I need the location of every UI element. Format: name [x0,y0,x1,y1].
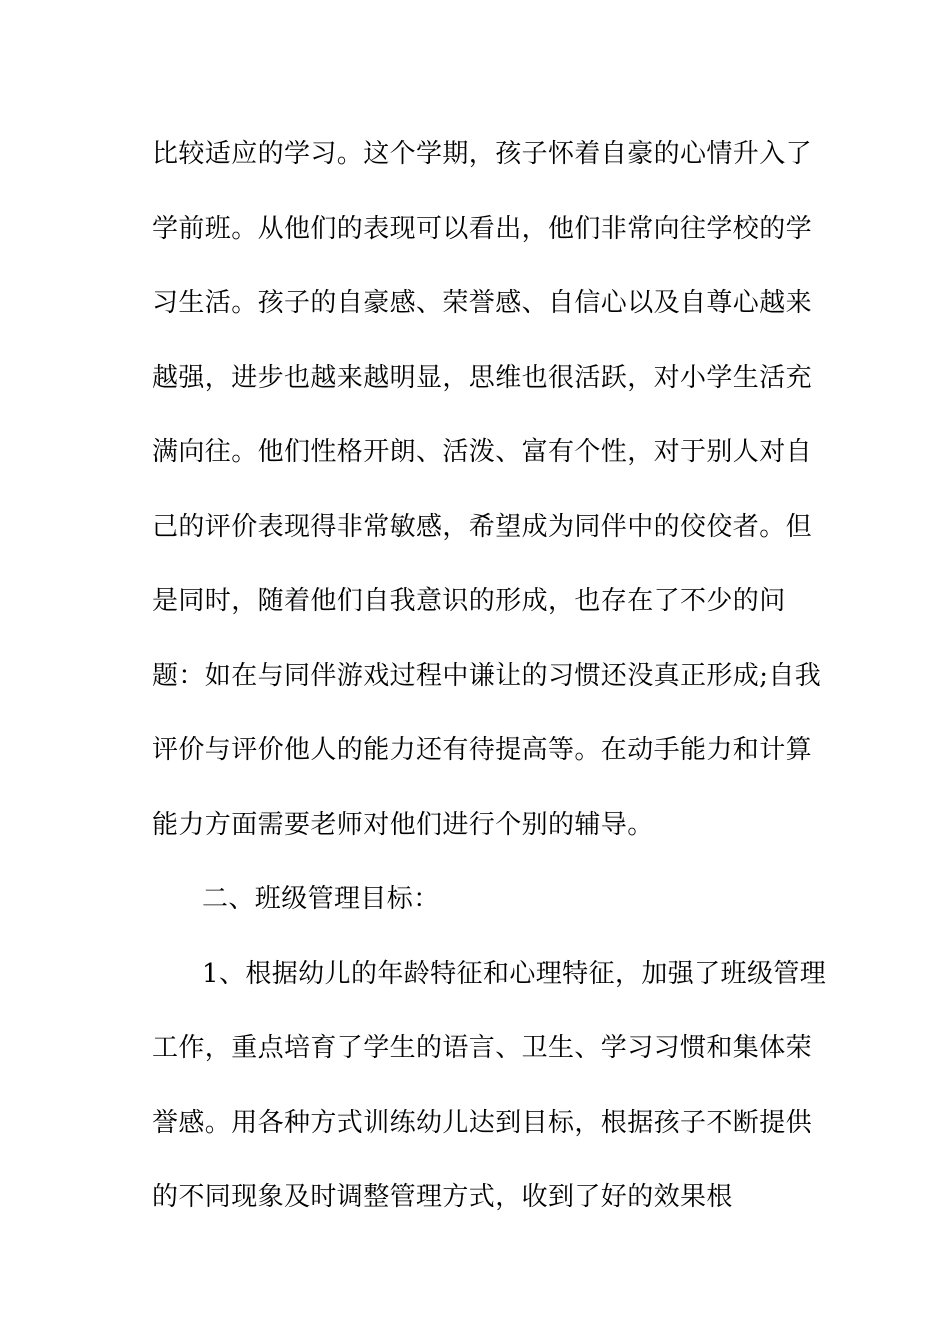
text-line-14: 誉感。用各种方式训练幼儿达到目标，根据孩子不断提供 [152,1107,813,1138]
section-heading: 二、班级管理目标： [202,884,440,914]
text-line-1: 比较适应的学习。这个学期，孩子怀着自豪的心情升入了 [152,139,813,169]
text-line-10: 能力方面需要老师对他们进行个别的辅导。 [152,809,654,840]
body-text [152,128,827,1246]
text-line-7: 是同时，随着他们自我意识的形成，也存在了不少的问 [152,586,786,616]
text-line-2: 学前班。从他们的表现可以看出，他们非常向往学校的学 [152,213,813,244]
text-line-9: 评价与评价他人的能力还有待提高等。在动手能力和计算 [152,735,813,765]
text-line-5: 满向往。他们性格开朗、活泼、富有个性，对于别人对自 [152,437,813,467]
text-line-3: 习生活。孩子的自豪感、荣誉感、自信心以及自尊心越来 [152,288,813,318]
text-line-15: 的不同现象及时调整管理方式，收到了好的效果根 [152,1182,733,1212]
text-line-6: 己的评价表现得非常敏感，希望成为同伴中的佼佼者。但 [152,511,813,542]
text-line-8: 题：如在与同伴游戏过程中谦让的习惯还没真正形成;自我 [152,660,822,691]
list-item-1-start: 1、根据幼儿的年龄特征和心理特征，加强了班级管理 [202,958,827,989]
text-line-4: 越强，进步也越来越明显，思维也很活跃，对小学生活充 [152,362,813,393]
text-line-13: 工作，重点培育了学生的语言、卫生、学习习惯和集体荣 [152,1033,813,1063]
